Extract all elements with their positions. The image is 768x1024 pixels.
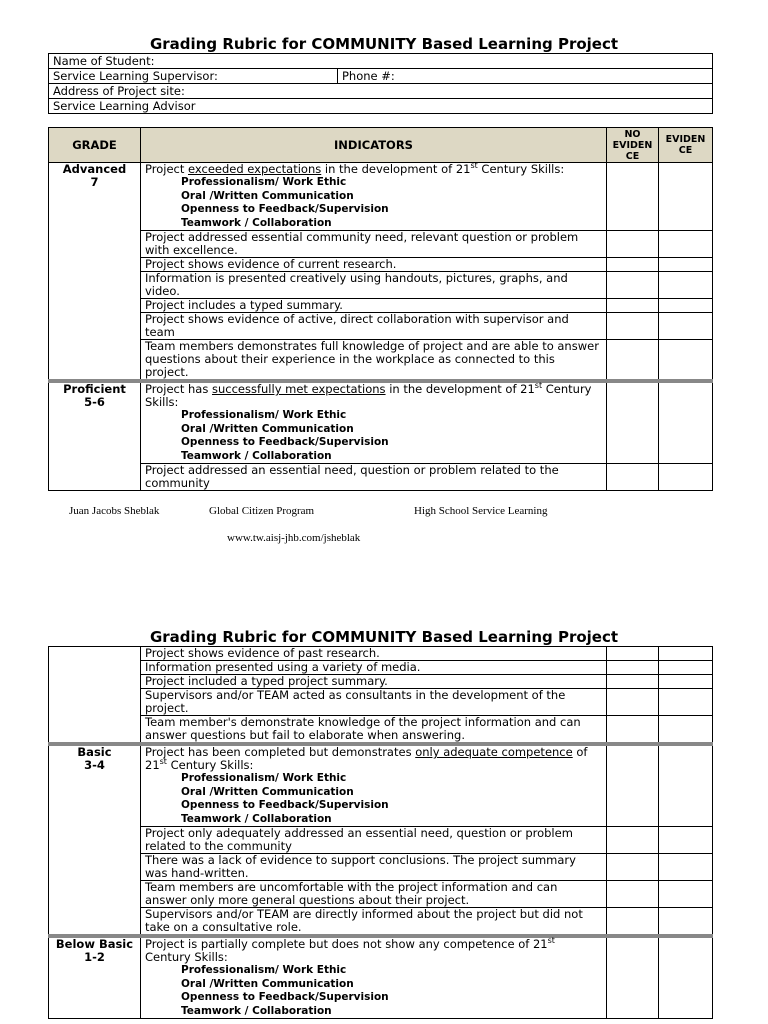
indicator-row <box>49 647 713 661</box>
grade-proficient <box>49 381 141 491</box>
skill-item: Professionalism/ Work Ethic <box>181 772 347 784</box>
supervisor-field: Service Learning Supervisor: <box>49 69 338 84</box>
student-info-table <box>48 53 713 114</box>
evidence-checkbox-cell[interactable] <box>659 313 713 340</box>
skill-item: Professionalism/ Work Ethic <box>181 964 347 976</box>
skill-item: Oral /Written Communication <box>181 785 354 798</box>
indicator-cell: Project shows evidence of past research. <box>141 647 607 661</box>
indicator-cell: Team members are uncomfortable with the project information and can answer only more general questions about their project. <box>141 881 607 908</box>
indicator-cell: Project addressed an essential need, question or problem related to the community <box>141 464 607 491</box>
indicator-row <box>49 313 713 340</box>
no-evidence-checkbox-cell[interactable] <box>607 299 659 313</box>
advanced-lead-row <box>49 163 713 231</box>
evidence-checkbox-cell[interactable] <box>659 827 713 854</box>
evidence-checkbox-cell[interactable] <box>659 881 713 908</box>
page-title: Grading Rubric for COMMUNITY Based Learning Project <box>149 35 619 53</box>
phone-field: Phone #: <box>338 69 713 84</box>
no-evidence-checkbox-cell[interactable] <box>607 340 659 382</box>
student-name-field: Name of Student: <box>49 54 713 69</box>
no-evidence-checkbox-cell[interactable] <box>607 272 659 299</box>
no-evidence-header: NO EVIDEN CE <box>607 128 659 163</box>
indicator-cell: Project is partially complete but does not show any competence of 21st Century Skills: Professionalism/ Work Ethic Oral /Written Communication Openness to Feedback/Supervision Teamwork / Collaboration <box>141 936 607 1019</box>
indicator-cell: Information is presented creatively using handouts, pictures, graphs, and video. <box>141 272 607 299</box>
no-evidence-checkbox-cell[interactable] <box>607 881 659 908</box>
no-evidence-checkbox-cell[interactable] <box>607 231 659 258</box>
indicator-row <box>49 231 713 258</box>
indicator-cell: Project shows evidence of current research. <box>141 258 607 272</box>
no-evidence-checkbox-cell[interactable] <box>607 689 659 716</box>
indicator-row <box>49 689 713 716</box>
basic-lead-row <box>49 744 713 827</box>
grade-level-name: Proficient <box>63 382 126 396</box>
indicator-row <box>49 299 713 313</box>
skill-item: Teamwork / Collaboration <box>181 1004 332 1017</box>
evidence-checkbox-cell[interactable] <box>659 647 713 661</box>
evidence-checkbox-cell[interactable] <box>659 908 713 937</box>
no-evidence-checkbox-cell[interactable] <box>607 936 659 1019</box>
indicator-cell: Project includes a typed summary. <box>141 299 607 313</box>
grade-level-name: Advanced <box>62 162 127 176</box>
indicator-cell: Project exceeded expectations in the development of 21st Century Skills: Professionalism/ Work Ethic Oral /Written Communication Openness to Feedback/Supervision Teamwork / Collaboration <box>141 163 607 231</box>
rubric-header-row <box>49 128 713 163</box>
expectation-level: exceeded expectations <box>188 162 322 176</box>
grade-level-points: 1-2 <box>84 950 105 964</box>
grade-basic <box>49 744 141 936</box>
indicator-cell: There was a lack of evidence to support conclusions. The project summary was hand-written. <box>141 854 607 881</box>
skill-item: Professionalism/ Work Ethic <box>181 409 347 421</box>
skill-item: Openness to Feedback/Supervision <box>181 991 389 1003</box>
indicators-header: INDICATORS <box>141 128 607 163</box>
footer-program: Global Citizen Program <box>209 505 315 517</box>
grade-level-points: 3-4 <box>84 758 105 772</box>
indicator-cell: Project shows evidence of active, direct collaboration with supervisor and team <box>141 313 607 340</box>
no-evidence-checkbox-cell[interactable] <box>607 464 659 491</box>
grade-advanced <box>49 163 141 382</box>
page-title: Grading Rubric for COMMUNITY Based Learning Project <box>149 628 619 646</box>
skill-item: Teamwork / Collaboration <box>181 812 332 825</box>
grade-proficient-continued <box>49 647 141 745</box>
skills-list <box>145 772 602 826</box>
grade-level-name: Basic <box>77 745 112 759</box>
evidence-checkbox-cell[interactable] <box>659 464 713 491</box>
no-evidence-checkbox-cell[interactable] <box>607 381 659 464</box>
skill-item: Openness to Feedback/Supervision <box>181 203 389 215</box>
skill-item: Openness to Feedback/Supervision <box>181 799 389 811</box>
skill-item: Teamwork / Collaboration <box>181 449 332 462</box>
rubric-table <box>48 127 713 491</box>
indicator-cell: Project only adequately addressed an essential need, question or problem related to the community <box>141 827 607 854</box>
expectation-level: successfully met expectations <box>211 382 386 396</box>
evidence-checkbox-cell[interactable] <box>659 340 713 382</box>
indicator-cell: Supervisors and/or TEAM acted as consultants in the development of the project. <box>141 689 607 716</box>
indicator-row <box>49 827 713 854</box>
footer-author: Juan Jacobs Sheblak <box>69 505 160 517</box>
indicator-row <box>49 258 713 272</box>
no-evidence-checkbox-cell[interactable] <box>607 716 659 745</box>
evidence-checkbox-cell[interactable] <box>659 231 713 258</box>
no-evidence-checkbox-cell[interactable] <box>607 908 659 937</box>
skills-list <box>145 176 602 230</box>
evidence-header: EVIDEN CE <box>659 128 713 163</box>
no-evidence-checkbox-cell[interactable] <box>607 854 659 881</box>
evidence-checkbox-cell[interactable] <box>659 744 713 827</box>
indicator-row <box>49 908 713 937</box>
skill-item: Openness to Feedback/Supervision <box>181 436 389 448</box>
indicator-row <box>49 340 713 382</box>
skill-item: Teamwork / Collaboration <box>181 216 332 229</box>
evidence-checkbox-cell[interactable] <box>659 689 713 716</box>
indicator-row <box>49 675 713 689</box>
evidence-checkbox-cell[interactable] <box>659 258 713 272</box>
below-basic-lead-row <box>49 936 713 1019</box>
no-evidence-checkbox-cell[interactable] <box>607 661 659 675</box>
indicator-cell: Project has been completed but demonstrates only adequate competence of 21st Century Skills: Professionalism/ Work Ethic Oral /Written Communication Openness to Feedback/Supervision Teamwork / Collaboration <box>141 744 607 827</box>
evidence-checkbox-cell[interactable] <box>659 936 713 1019</box>
evidence-checkbox-cell[interactable] <box>659 299 713 313</box>
skills-list <box>145 964 602 1018</box>
no-evidence-checkbox-cell[interactable] <box>607 827 659 854</box>
footer-school: High School Service Learning <box>414 505 548 517</box>
evidence-checkbox-cell[interactable] <box>659 381 713 464</box>
no-evidence-checkbox-cell[interactable] <box>607 163 659 231</box>
evidence-checkbox-cell[interactable] <box>659 675 713 689</box>
indicator-cell: Team member's demonstrate knowledge of the project information and can answer questions but fail to elaborate when answering. <box>141 716 607 745</box>
indicator-cell: Information presented using a variety of media. <box>141 661 607 675</box>
skill-item: Professionalism/ Work Ethic <box>181 176 347 188</box>
skill-item: Oral /Written Communication <box>181 977 354 990</box>
no-evidence-checkbox-cell[interactable] <box>607 313 659 340</box>
evidence-checkbox-cell[interactable] <box>659 661 713 675</box>
skill-item: Oral /Written Communication <box>181 422 354 435</box>
advisor-field: Service Learning Advisor <box>49 99 713 114</box>
proficient-lead-row <box>49 381 713 464</box>
address-field: Address of Project site: <box>49 84 713 99</box>
evidence-checkbox-cell[interactable] <box>659 272 713 299</box>
indicator-row <box>49 661 713 675</box>
footer-url-link[interactable]: www.tw.aisj-jhb.com/jsheblak <box>227 532 361 544</box>
grade-header: GRADE <box>49 128 141 163</box>
grade-level-points: 5-6 <box>84 395 105 409</box>
no-evidence-checkbox-cell[interactable] <box>607 647 659 661</box>
indicator-row <box>49 854 713 881</box>
indicator-cell: Project addressed essential community need, relevant question or problem with excellence. <box>141 231 607 258</box>
no-evidence-checkbox-cell[interactable] <box>607 744 659 827</box>
no-evidence-checkbox-cell[interactable] <box>607 675 659 689</box>
indicator-cell: Team members demonstrates full knowledge of project and are able to answer questions about their experience in the workplace as connected to this project. <box>141 340 607 382</box>
indicator-row <box>49 464 713 491</box>
indicator-row <box>49 716 713 745</box>
skill-item: Oral /Written Communication <box>181 189 354 202</box>
grade-level-points: 7 <box>90 175 99 189</box>
indicator-cell: Project has successfully met expectations in the development of 21st Century Skills: Professionalism/ Work Ethic Oral /Written Communication Openness to Feedback/Supervision Teamwork / Collaboration <box>141 381 607 464</box>
grade-level-name: Below Basic <box>55 937 134 951</box>
skills-list <box>145 409 602 463</box>
indicator-row <box>49 881 713 908</box>
indicator-row <box>49 272 713 299</box>
expectation-level: only adequate competence <box>415 745 573 759</box>
evidence-checkbox-cell[interactable] <box>659 163 713 231</box>
evidence-checkbox-cell[interactable] <box>659 716 713 745</box>
evidence-checkbox-cell[interactable] <box>659 854 713 881</box>
indicator-cell: Project included a typed project summary. <box>141 675 607 689</box>
rubric-table-continued <box>48 646 713 1019</box>
indicator-cell: Supervisors and/or TEAM are directly informed about the project but did not take on a consultative role. <box>141 908 607 937</box>
no-evidence-checkbox-cell[interactable] <box>607 258 659 272</box>
grade-below-basic <box>49 936 141 1019</box>
